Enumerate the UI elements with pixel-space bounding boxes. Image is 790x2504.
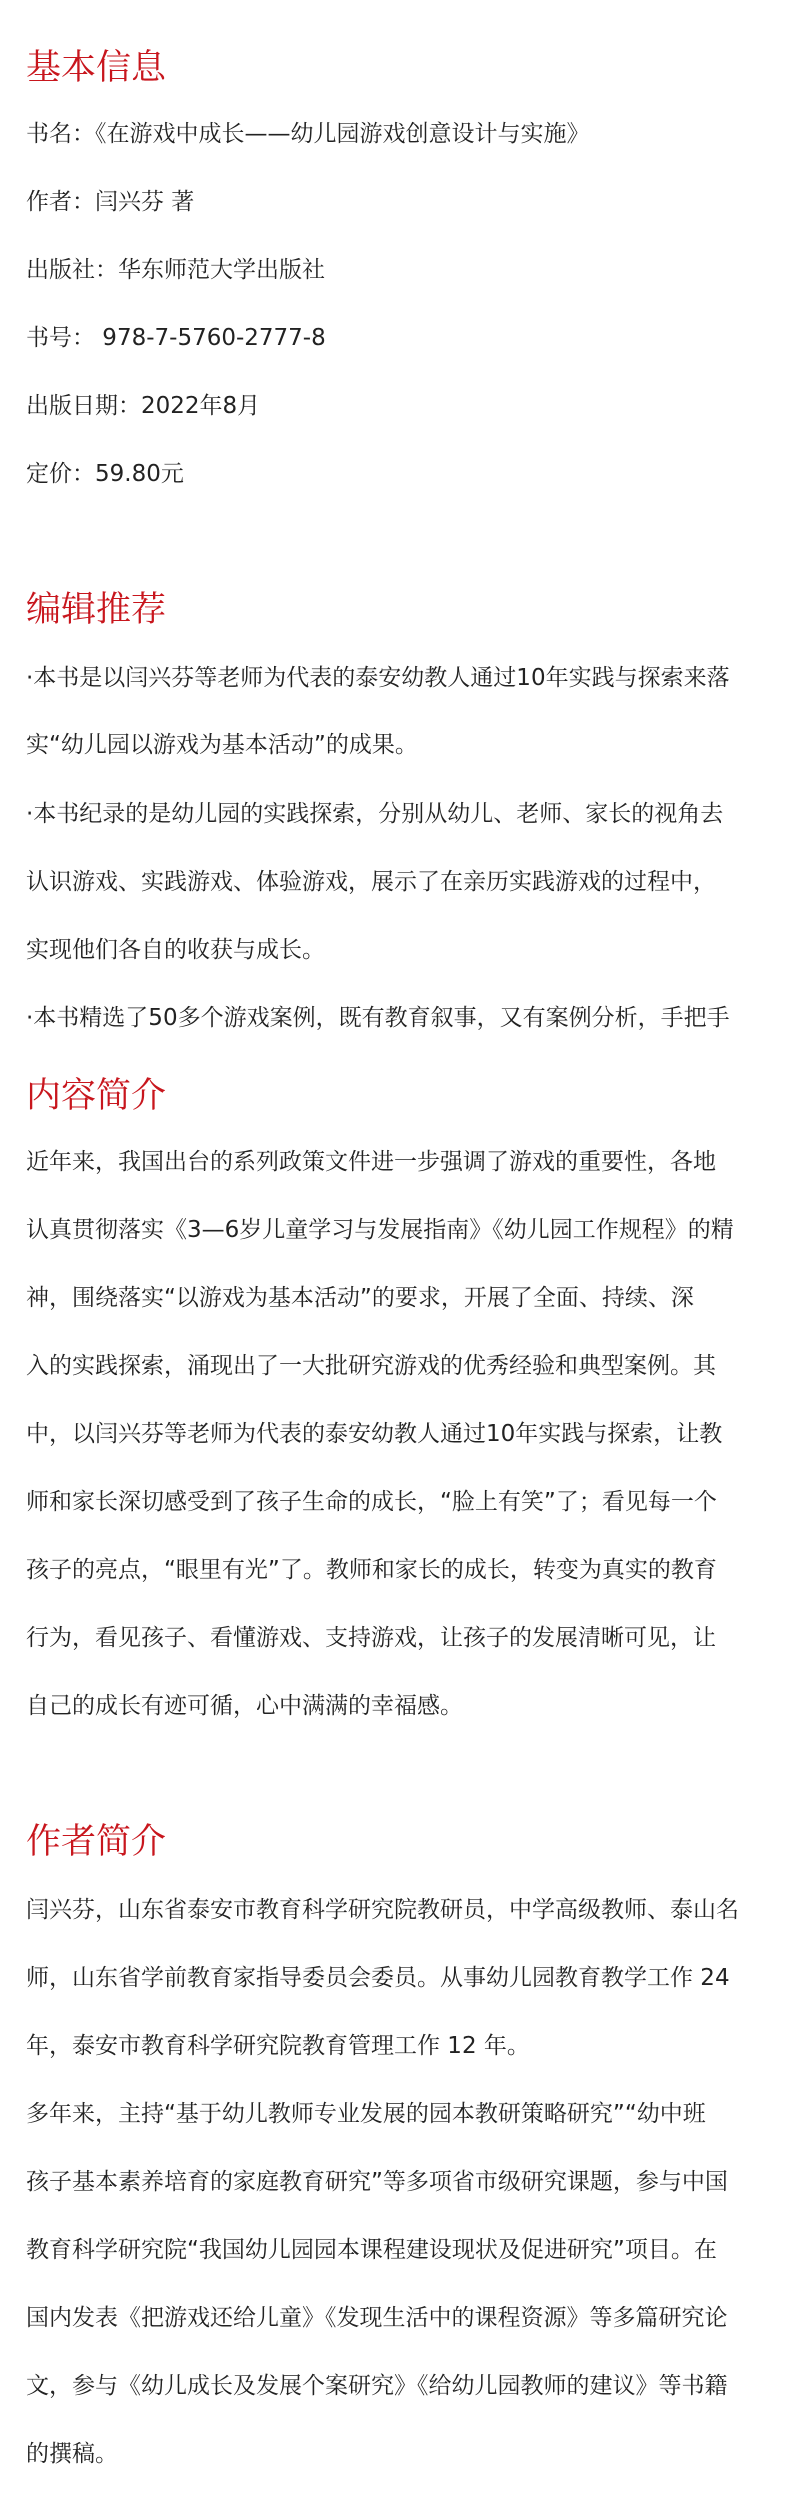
summary-line: 入的实践探索，涌现出了一大批研究游戏的优秀经验和典型案例。其: [26, 1353, 716, 1379]
basic-info-heading: 基本信息: [26, 48, 167, 88]
author-intro-line: 闫兴芬，山东省泰安市教育科学研究院教研员，中学高级教师、泰山名: [26, 1897, 739, 1923]
book-title-row: 书名：《在游戏中成长——幼儿园游戏创意设计与实施》: [26, 121, 590, 147]
recommendation-line: 实现他们各自的收获与成长。: [26, 937, 325, 963]
editor-recommendation-heading: 编辑推荐: [26, 590, 167, 630]
isbn-row: 书号： 978-7-5760-2777-8: [26, 325, 326, 351]
recommendation-line: ·本书纪录的是幼儿园的实践探索，分别从幼儿、老师、家长的视角去: [26, 801, 724, 827]
summary-line: 认真贯彻落实《3—6岁儿童学习与发展指南》《幼儿园工作规程》的精: [26, 1217, 734, 1243]
recommendation-line: 认识游戏、实践游戏、体验游戏，展示了在亲历实践游戏的过程中，: [26, 869, 716, 895]
author-intro-line: 国内发表《把游戏还给儿童》《发现生活中的课程资源》等多篇研究论: [26, 2305, 728, 2331]
author-intro-heading: 作者简介: [26, 1822, 167, 1862]
author-intro-line: 文，参与《幼儿成长及发展个案研究》《给幼儿园教师的建议》等书籍: [26, 2373, 728, 2399]
publisher-row: 出版社：华东师范大学出版社: [26, 257, 325, 283]
content-summary-heading: 内容简介: [26, 1076, 167, 1116]
summary-line: 近年来，我国出台的系列政策文件进一步强调了游戏的重要性，各地: [26, 1149, 716, 1175]
recommendation-line: ·本书是以闫兴芬等老师为代表的泰安幼教人通过10年实践与探索来落: [26, 665, 730, 691]
author-intro-line: 孩子基本素养培育的家庭教育研究”等多项省市级研究课题，参与中国: [26, 2169, 728, 2195]
summary-line: 行为，看见孩子、看懂游戏、支持游戏，让孩子的发展清晰可见，让: [26, 1625, 716, 1651]
recommendation-line: 实“幼儿园以游戏为基本活动”的成果。: [26, 732, 418, 758]
price-row: 定价：59.80元: [26, 461, 184, 487]
summary-line: 神，围绕落实“以游戏为基本活动”的要求，开展了全面、持续、深: [26, 1285, 694, 1311]
author-intro-line: 教育科学研究院“我国幼儿园园本课程建设现状及促进研究”项目。在: [26, 2237, 717, 2263]
summary-line: 自己的成长有迹可循，心中满满的幸福感。: [26, 1693, 463, 1719]
author-intro-line: 多年来，主持“基于幼儿教师专业发展的园本教研策略研究”“幼中班: [26, 2101, 706, 2127]
publish-date-row: 出版日期：2022年8月: [26, 393, 261, 419]
summary-line: 师和家长深切感受到了孩子生命的成长，“脸上有笑”了；看见每一个: [26, 1489, 717, 1515]
author-intro-line: 的撰稿。: [26, 2441, 118, 2467]
author-intro-line: 师，山东省学前教育家指导委员会委员。从事幼儿园教育教学工作 24: [26, 1965, 730, 1991]
recommendation-line: ·本书精选了50多个游戏案例，既有教育叙事，又有案例分析，手把手: [26, 1005, 730, 1031]
author-row: 作者：闫兴芬 著: [26, 189, 195, 215]
summary-line: 中，以闫兴芬等老师为代表的泰安幼教人通过10年实践与探索，让教: [26, 1421, 723, 1447]
summary-line: 孩子的亮点，“眼里有光”了。教师和家长的成长，转变为真实的教育: [26, 1557, 717, 1583]
author-intro-line: 年，泰安市教育科学研究院教育管理工作 12 年。: [26, 2033, 530, 2059]
